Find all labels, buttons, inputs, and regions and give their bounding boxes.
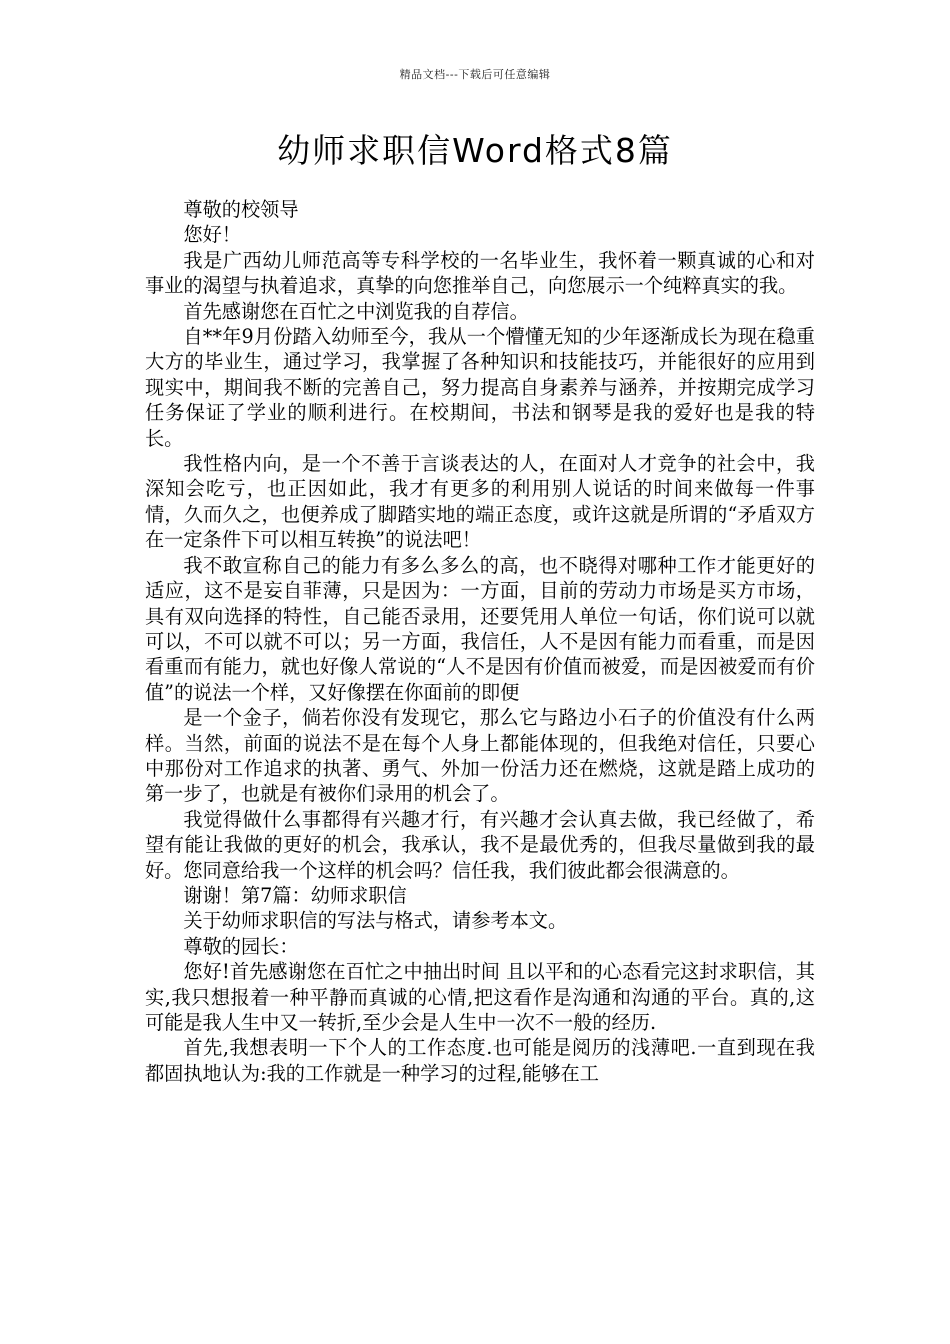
body-paragraph: 我性格内向，是一个不善于言谈表达的人，在面对人才竞争的社会中，我深知会吃亏，也正因如此，我才有更多的利用别人说话的时间来做每一件事情，久而久之，也便养成了脚踏实地的端正态度，或许这就是所谓的“矛盾双方在一定条件下可以相互转换”的说法吧！ xyxy=(145,452,815,552)
document-body xyxy=(145,197,815,1086)
body-paragraph: 关于幼师求职信的写法与格式，请参考本文。 xyxy=(183,909,568,933)
body-paragraph: 自**年9月份踏入幼师至今，我从一个懵懂无知的少年逐渐成长为现在稳重大方的毕业生，通过学习，我掌握了各种知识和技能技巧，并能很好的应用到现实中，期间我不断的完善自己，努力提高自身素养与涵养，并按期完成学习任务保证了学业的顺利进行。在校期间，书法和钢琴是我的爱好也是我的特长。 xyxy=(145,325,815,450)
body-paragraph: 我不敢宣称自己的能力有多么多么的高，也不晓得对哪种工作才能更好的适应，这不是妄自菲薄，只是因为：一方面，目前的劳动力市场是买方市场，具有双向选择的特性，自己能否录用，还要凭用人单位一句话，你们说可以就可以，不可以就不可以；另一方面，我信任，人不是因有能力而看重，而是因看重而有能力，就也好像人常说的“人不是因有价值而被爱，而是因被爱而有价值”的说法一个样，又好像摆在你面前的即便 xyxy=(145,553,815,704)
body-paragraph: 首先感谢您在百忙之中浏览我的自荐信。 xyxy=(183,299,529,323)
body-paragraph: 是一个金子，倘若你没有发现它，那么它与路边小石子的价值没有什么两样。当然，前面的说法不是在每个人身上都能体现的，但我绝对信任，只要心中那份对工作追求的执著、勇气、外加一份活力还在燃烧，这就是踏上成功的第一步了，也就是有被你们录用的机会了。 xyxy=(145,706,815,806)
salutation: 尊敬的园长： xyxy=(183,934,299,958)
header-note: 精品文档---下载后可任意编辑 xyxy=(399,68,551,81)
body-paragraph: 您好!首先感谢您在百忙之中抽出时间 且以平和的心态看完这封求职信，其实,我只想报着一种平静而真诚的心情,把这看作是沟通和沟通的平台。真的,这可能是我人生中又一转折,至少会是人生中一次不一般的经历. xyxy=(145,960,815,1034)
body-paragraph: 首先,我想表明一下个人的工作态度.也可能是阅历的浅薄吧.一直到现在我都固执地认为:我的工作就是一种学习的过程,能够在工 xyxy=(145,1036,815,1085)
body-paragraph: 我是广西幼儿师范高等专科学校的一名毕业生，我怀着一颗真诚的心和对事业的渴望与执着追求，真挚的向您推举自己，向您展示一个纯粹真实的我。 xyxy=(145,248,815,298)
document-title: 幼师求职信Word格式8篇 xyxy=(277,131,673,170)
salutation: 尊敬的校领导 xyxy=(183,198,299,221)
section-heading: 谢谢！第7篇：幼师求职信 xyxy=(183,883,407,907)
greeting: 您好！ xyxy=(183,223,241,247)
body-paragraph: 我觉得做什么事都得有兴趣才行，有兴趣才会认真去做，我已经做了，希望有能让我做的更好的机会，我承认，我不是最优秀的，但我尽量做到我的最好。您同意给我一个这样的机会吗？信任我，我们彼此都会很满意的。 xyxy=(145,807,815,882)
